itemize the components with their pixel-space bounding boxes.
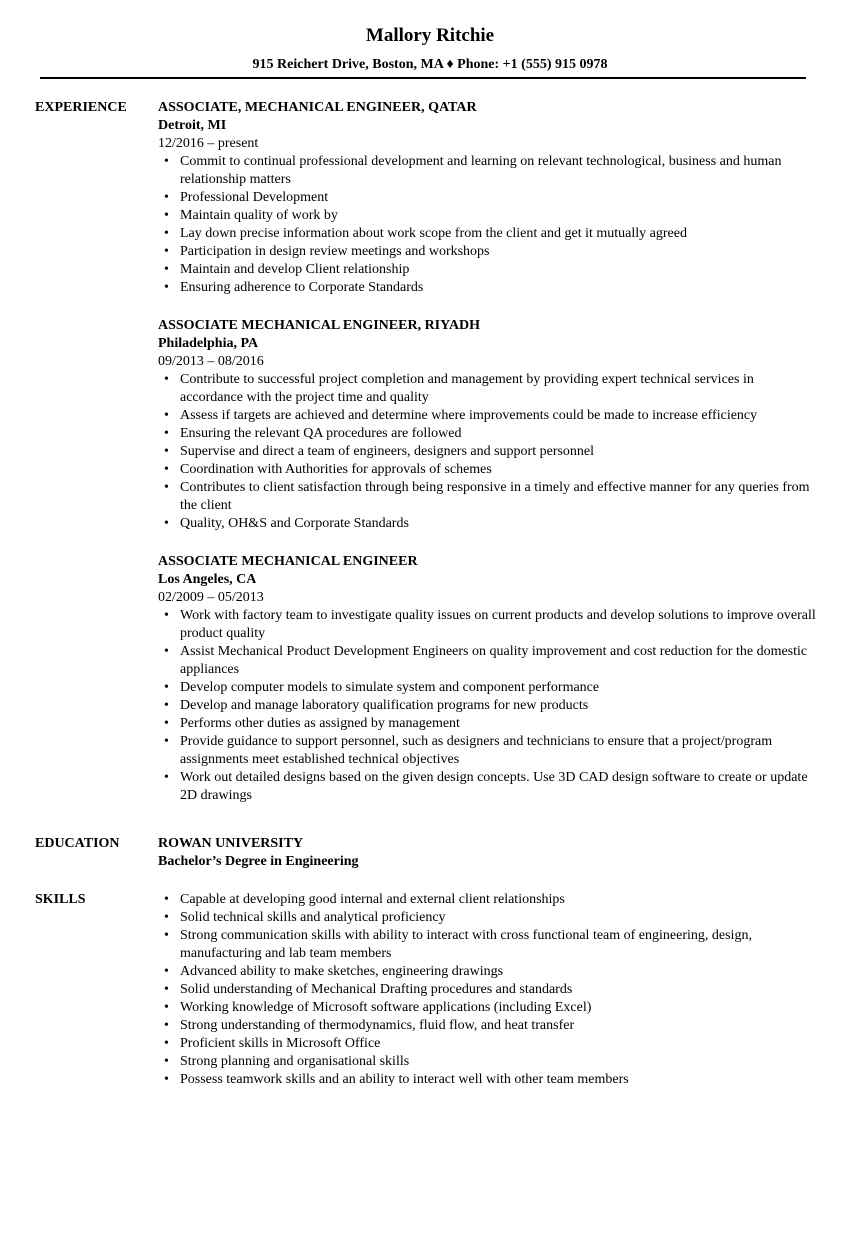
list-item: • Lay down precise information about work scope from the client and get it mutually agreed (180, 225, 818, 243)
list-item: • Work with factory team to investigate quality issues on current products and develop solutions to improve overall product quality (180, 607, 818, 643)
list-item: • Provide guidance to support personnel, such as designers and technicians to ensure that a project/program assignments meet established technical objectives (180, 733, 818, 769)
skills-bullets (158, 891, 818, 1089)
list-item: • Solid technical skills and analytical proficiency (180, 909, 818, 927)
list-item: • Contributes to client satisfaction through being responsive in a timely and effective manner for any queries from the client (180, 479, 818, 515)
education-entry (158, 835, 818, 871)
job-entry (158, 553, 818, 805)
list-item: • Supervise and direct a team of engineers, designers and support personnel (180, 443, 818, 461)
list-item: • Capable at developing good internal and external client relationships (180, 891, 818, 909)
section-label-experience: EXPERIENCE (35, 100, 127, 115)
list-item: • Solid understanding of Mechanical Drafting procedures and standards (180, 981, 818, 999)
job-dates: 12/2016 – present (158, 136, 259, 151)
job-entry (158, 317, 818, 533)
job-dates: 02/2009 – 05/2013 (158, 590, 264, 605)
list-item: • Strong understanding of thermodynamics, fluid flow, and heat transfer (180, 1017, 818, 1035)
list-item: • Working knowledge of Microsoft software applications (including Excel) (180, 999, 818, 1017)
list-item: • Develop computer models to simulate system and component performance (180, 679, 818, 697)
candidate-name: Mallory Ritchie (365, 25, 495, 46)
job-location: Los Angeles, CA (158, 572, 257, 587)
list-item: • Proficient skills in Microsoft Office (180, 1035, 818, 1053)
school-name: ROWAN UNIVERSITY (158, 836, 304, 851)
section-label-skills: SKILLS (35, 892, 86, 907)
skills-list (158, 891, 818, 1089)
job-title: ASSOCIATE MECHANICAL ENGINEER (158, 554, 418, 569)
job-location: Detroit, MI (158, 118, 227, 133)
list-item: • Performs other duties as assigned by management (180, 715, 818, 733)
job-bullets (158, 371, 818, 533)
list-item: • Maintain quality of work by (180, 207, 818, 225)
list-item: • Advanced ability to make sketches, engineering drawings (180, 963, 818, 981)
list-item: • Work out detailed designs based on the given design concepts. Use 3D CAD design software to create or update 2D drawings (180, 769, 818, 805)
job-bullets (158, 607, 818, 805)
degree: Bachelor’s Degree in Engineering (158, 854, 359, 869)
contact-line: 915 Reichert Drive, Boston, MA ♦ Phone: +1 (555) 915 0978 (252, 57, 608, 72)
list-item: • Assess if targets are achieved and determine where improvements could be made to increase efficiency (180, 407, 818, 425)
list-item: • Ensuring adherence to Corporate Standards (180, 279, 818, 297)
list-item: • Assist Mechanical Product Development Engineers on quality improvement and cost reduction for the domestic appliances (180, 643, 818, 679)
header-divider (40, 77, 806, 79)
job-title: ASSOCIATE MECHANICAL ENGINEER, RIYADH (158, 318, 481, 333)
list-item: • Commit to continual professional development and learning on relevant technological, business and human relationship matters (180, 153, 818, 189)
section-label-education: EDUCATION (35, 836, 120, 851)
list-item: • Professional Development (180, 189, 818, 207)
resume-header (0, 24, 860, 74)
list-item: • Ensuring the relevant QA procedures are followed (180, 425, 818, 443)
list-item: • Possess teamwork skills and an ability to interact well with other team members (180, 1071, 818, 1089)
list-item: • Strong planning and organisational skills (180, 1053, 818, 1071)
job-title: ASSOCIATE, MECHANICAL ENGINEER, QATAR (158, 100, 477, 115)
list-item: • Maintain and develop Client relationship (180, 261, 818, 279)
list-item: • Quality, OH&S and Corporate Standards (180, 515, 818, 533)
job-location: Philadelphia, PA (158, 336, 259, 351)
list-item: • Coordination with Authorities for approvals of schemes (180, 461, 818, 479)
list-item: • Develop and manage laboratory qualification programs for new products (180, 697, 818, 715)
job-dates: 09/2013 – 08/2016 (158, 354, 264, 369)
list-item: • Participation in design review meetings and workshops (180, 243, 818, 261)
job-entry (158, 99, 818, 297)
list-item: • Contribute to successful project completion and management by providing expert technical services in accordance with the project time and quality (180, 371, 818, 407)
job-bullets (158, 153, 818, 297)
experience-list (158, 99, 818, 825)
list-item: • Strong communication skills with ability to interact with cross functional team of engineering, design, manufacturing and lab team members (180, 927, 818, 963)
